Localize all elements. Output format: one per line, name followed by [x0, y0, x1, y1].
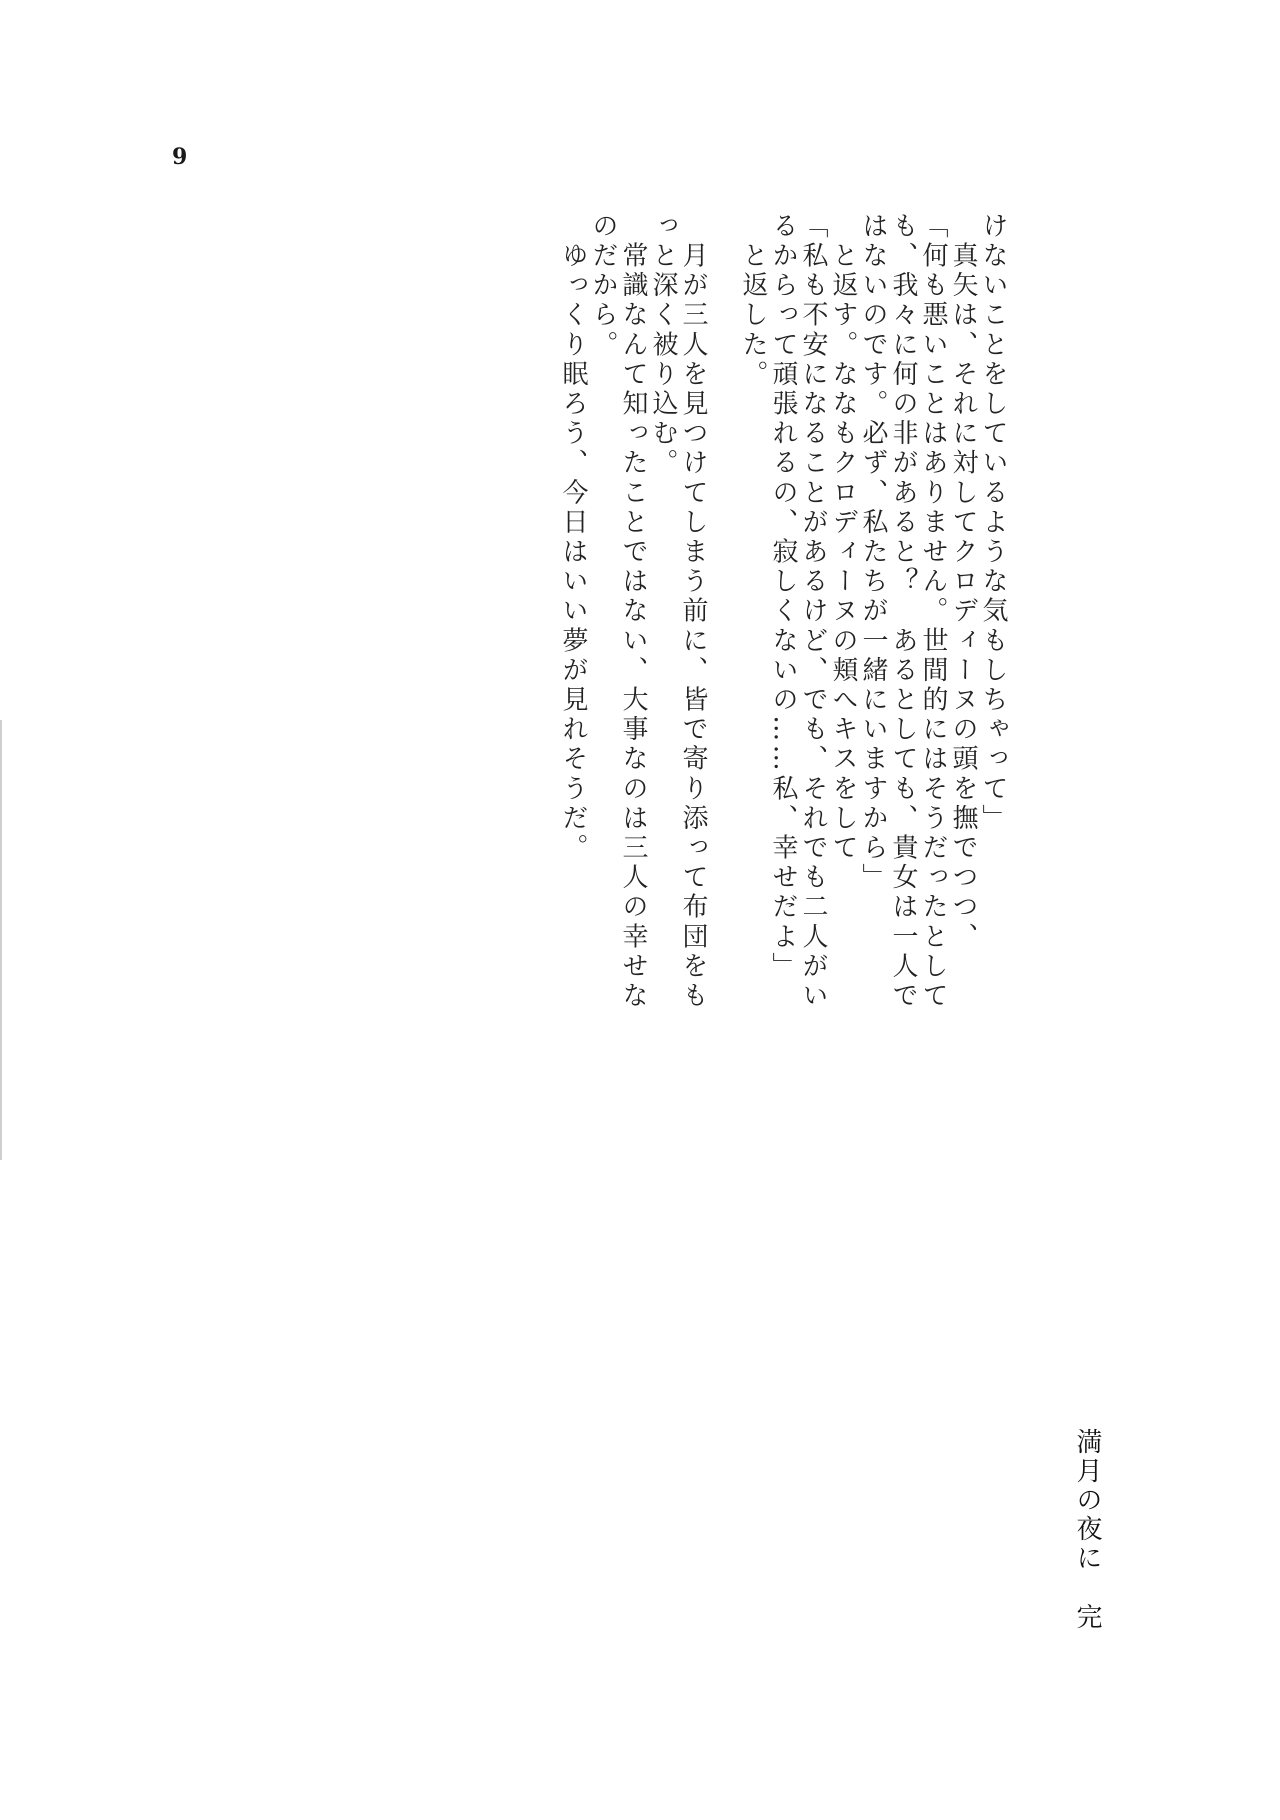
story-line: 「私も不安になることがあるけど、でも、それでも二人がい [798, 212, 828, 1012]
colophon [1072, 1428, 1102, 1632]
story-body [558, 212, 1008, 1012]
page-number: 9 [172, 144, 188, 170]
story-line: るからって頑張れるの、寂しくないの……私、幸せだよ」 [768, 212, 798, 982]
story-title: 満月の夜に [1072, 1428, 1102, 1573]
story-line: と返した。 [738, 212, 768, 390]
story-line: 月が三人を見つけてしまう前に、皆で寄り添って布団をも [678, 212, 708, 1012]
story-line: ゆっくり眠ろう、今日はいい夢が見れそうだ。 [558, 212, 588, 864]
scan-edge-shadow [0, 720, 2, 1160]
story-line: 常識なんて知ったことではない、大事なのは三人の幸せな [618, 212, 648, 1012]
story-line: も、我々に何の非があると？ あるとしても、貴女は一人で [888, 212, 918, 1012]
story-line: と返す。ななもクロディーヌの頬へキスをして [828, 212, 858, 864]
story-line: はないのです。必ず、私たちが一緒にいますから」 [858, 212, 888, 893]
story-line: けないことをしているような気もしちゃって」 [978, 212, 1008, 834]
story-line: っと深く被り込む。 [648, 212, 678, 479]
end-mark: 完 [1072, 1603, 1102, 1632]
paragraph-break [708, 212, 738, 912]
story-line: 「何も悪いことはありません。世間的にはそうだったとして [918, 212, 948, 1012]
story-line: 真矢は、それに対してクロディーヌの頭を撫でつつ、 [948, 212, 978, 952]
story-line: のだから。 [588, 212, 618, 360]
